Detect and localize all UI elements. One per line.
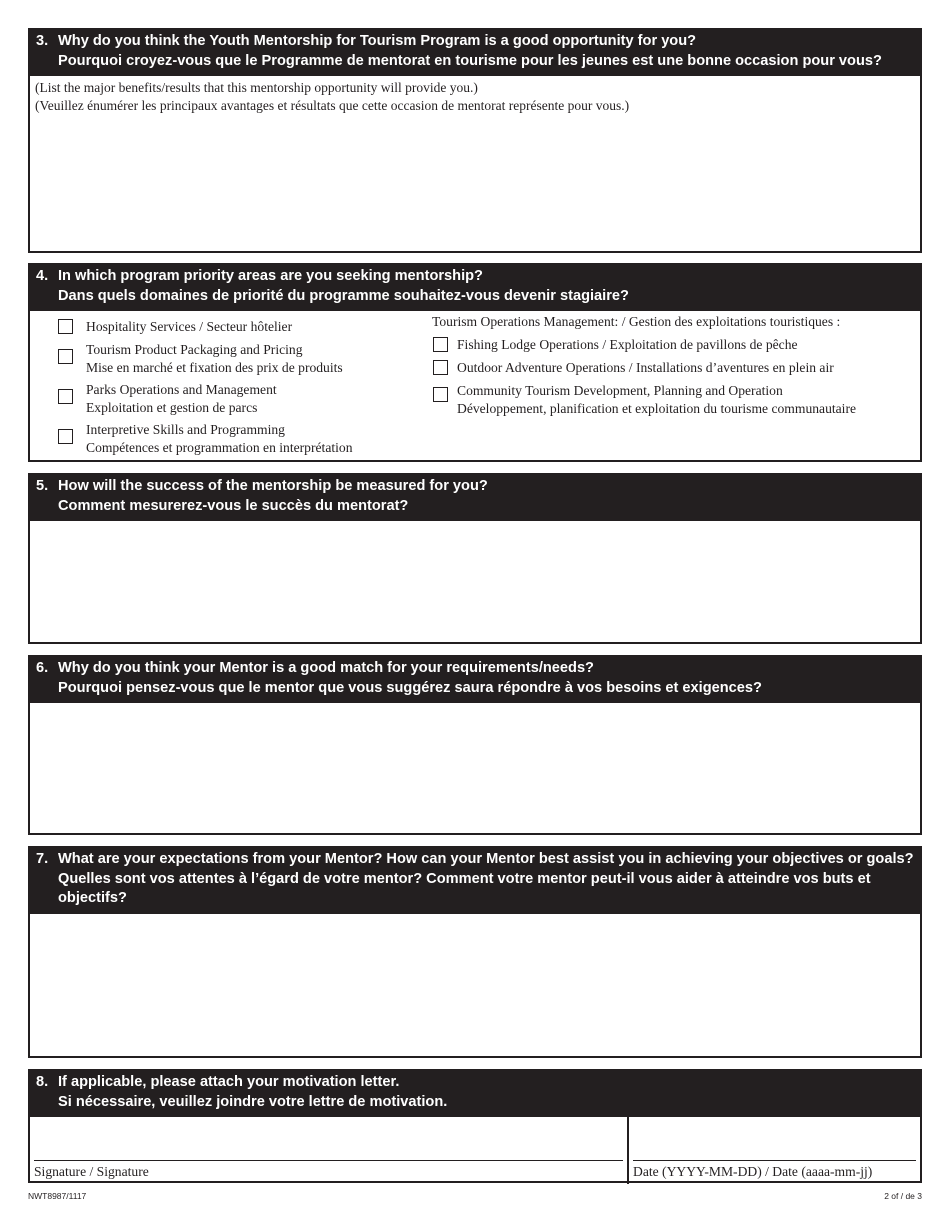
checkbox-hospitality[interactable] [58, 319, 73, 334]
section-q3 [28, 28, 922, 253]
checkbox-item[interactable] [433, 336, 798, 354]
signature-label: Signature / Signature [34, 1164, 149, 1179]
checkbox-outdoor-adventure[interactable] [433, 360, 448, 375]
section-q7 [28, 846, 922, 1058]
question-title-en: How will the success of the mentorship be measured for you? [58, 478, 488, 494]
section-q5-header [30, 475, 920, 521]
question-number: 4. [36, 268, 49, 284]
question-number: 8. [36, 1074, 49, 1090]
checkbox-community-tourism[interactable] [433, 387, 448, 402]
checkbox-product-packaging[interactable] [58, 349, 73, 364]
q3-hint-fr: (Veuillez énumérer les principaux avantages et résultats que cette occasion de mentorat représente pour vous.) [35, 98, 630, 113]
question-title-en: Why do you think your Mentor is a good match for your requirements/needs? [58, 660, 594, 676]
question-title-en: In which program priority areas are you seeking mentorship? [58, 268, 483, 284]
question-title-line1: What are your expectations from your Mentor? How can your Mentor best assist you in achieving your objectives or goals? [58, 851, 914, 867]
question-number: 6. [36, 660, 49, 676]
question-title-fr: Pourquoi pensez-vous que le mentor que vous suggérez saura répondre à vos besoins et exigences? [58, 679, 762, 696]
section-q5 [28, 473, 922, 644]
question-title-fr: Pourquoi croyez-vous que le Programme de mentorat en tourisme pour les jeunes est une bonne occasion pour vous? [58, 52, 882, 69]
section-q8-header [30, 1071, 920, 1117]
section-q3-header [30, 30, 920, 76]
section-q4 [28, 263, 922, 462]
option-label: Fishing Lodge Operations / Exploitation de pavillons de pêche [457, 337, 798, 352]
question-title-fr: Comment mesurerez-vous le succès du mentorat? [58, 497, 409, 514]
form-code: NWT8987/1117 [28, 1191, 87, 1201]
checkbox-item[interactable] [58, 381, 277, 417]
checkbox-interpretive-skills[interactable] [58, 429, 73, 444]
checkbox-fishing-lodge[interactable] [433, 337, 448, 352]
option-label: Interpretive Skills and Programming [86, 422, 285, 437]
question-number: 7. [36, 851, 49, 867]
question-title-en: If applicable, please attach your motivation letter. [58, 1074, 400, 1090]
date-field[interactable] [629, 1117, 920, 1184]
option-label: Outdoor Adventure Operations / Installations d’aventures en plein air [457, 360, 834, 375]
question-title-line2: Quelles sont vos attentes à l’égard de votre mentor? Comment votre mentor peut-il vous aider à atteindre vos buts et [58, 870, 871, 887]
q5-answer-field[interactable] [30, 521, 920, 645]
signature-field[interactable] [30, 1117, 627, 1184]
question-title-line3: objectifs? [58, 890, 127, 906]
signature-row [30, 1117, 920, 1184]
option-label: Parks Operations and Management [86, 382, 277, 397]
option-label: Tourism Product Packaging and Pricing [86, 342, 303, 357]
checkbox-item[interactable] [58, 421, 353, 457]
option-label-fr: Mise en marché et fixation des prix de produits [86, 360, 343, 375]
tourism-ops-heading: Tourism Operations Management: / Gestion des exploitations touristiques : [432, 314, 841, 329]
section-q8 [28, 1069, 922, 1183]
q3-hint-en: (List the major benefits/results that this mentorship opportunity will provide you.) [35, 80, 478, 95]
checkbox-item[interactable] [433, 382, 856, 418]
q7-answer-field[interactable] [30, 914, 920, 1060]
question-title-en: Why do you think the Youth Mentorship for Tourism Program is a good opportunity for you? [58, 33, 697, 49]
option-label: Hospitality Services / Secteur hôtelier [86, 319, 293, 334]
section-q4-header [30, 265, 920, 311]
date-line [633, 1160, 916, 1161]
section-q7-header [30, 848, 920, 914]
section-q6-header [30, 657, 920, 703]
question-title-fr: Si nécessaire, veuillez joindre votre lettre de motivation. [58, 1093, 448, 1110]
question-title-fr: Dans quels domaines de priorité du programme souhaitez-vous devenir stagiaire? [58, 287, 629, 304]
question-number: 3. [36, 33, 49, 49]
priority-areas [30, 311, 920, 463]
option-label-fr: Développement, planification et exploitation du tourisme communautaire [457, 401, 857, 416]
page-number: 2 of / de 3 [884, 1191, 922, 1201]
option-label-fr: Exploitation et gestion de parcs [86, 400, 258, 415]
signature-line [34, 1160, 623, 1161]
q6-answer-field[interactable] [30, 703, 920, 836]
option-label: Community Tourism Development, Planning and Operation [457, 383, 783, 398]
date-label: Date (YYYY-MM-DD) / Date (aaaa-mm-jj) [633, 1164, 873, 1179]
section-q6 [28, 655, 922, 835]
checkbox-parks-operations[interactable] [58, 389, 73, 404]
checkbox-item[interactable] [58, 318, 292, 336]
q3-answer-field[interactable] [30, 76, 920, 256]
question-number: 5. [36, 478, 49, 494]
checkbox-item[interactable] [58, 341, 343, 377]
checkbox-item[interactable] [433, 359, 834, 377]
option-label-fr: Compétences et programmation en interprétation [86, 440, 353, 455]
